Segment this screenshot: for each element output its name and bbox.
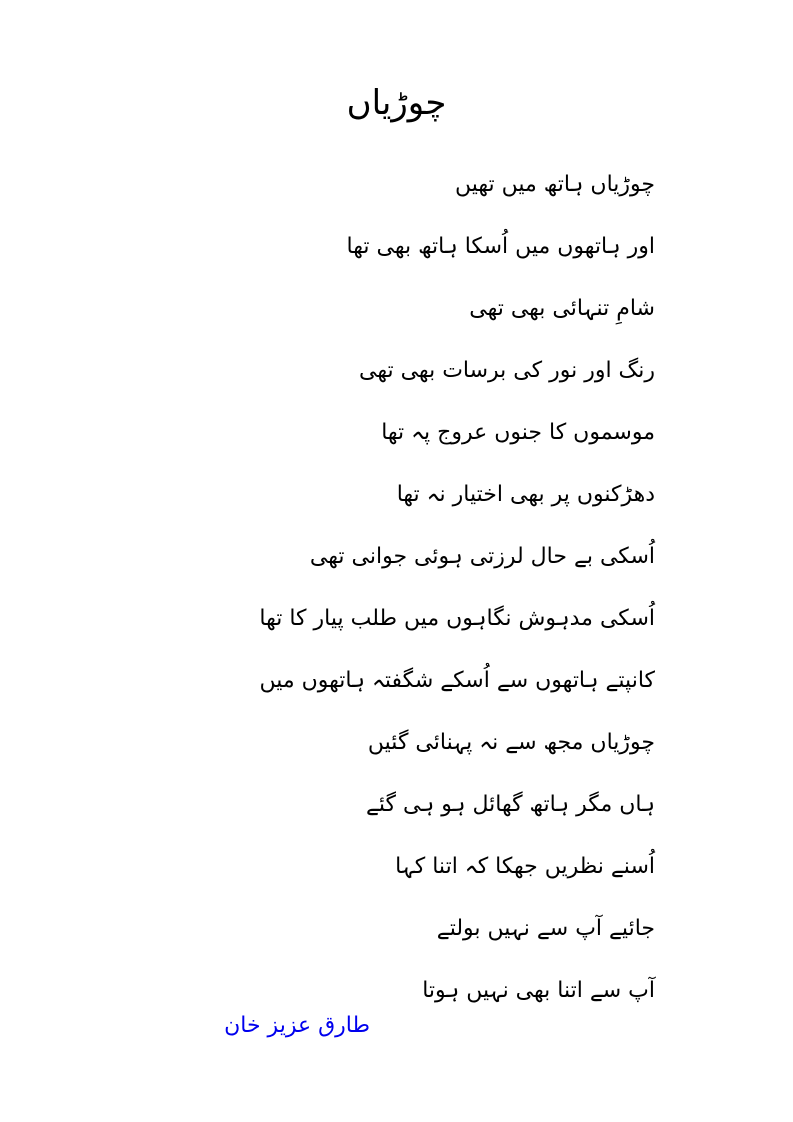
poem-line-6: دھڑکنوں پر بھی اختیار نہ تھا: [396, 482, 655, 507]
author-signature: طارق عزیز خان: [224, 1013, 370, 1038]
poem-line-7: اُسکی بے حال لرزتی ہوئی جوانی تھی: [309, 544, 655, 569]
poem-line-4: رنگ اور نور کی برسات بھی تھی: [359, 358, 655, 383]
poem-line-14: آپ سے اتنا بھی نہیں ہوتا: [422, 978, 655, 1003]
poem-line-5: موسموں کا جنوں عروج پہ تھا: [381, 420, 655, 445]
poem-line-1: چوڑیاں ہاتھ میں تھیں: [455, 172, 655, 197]
poem-body: [135, 160, 655, 1028]
poem-line-2: اور ہاتھوں میں اُسکا ہاتھ بھی تھا: [346, 234, 655, 259]
poem-line-11: ہاں مگر ہاتھ گھائل ہو ہی گئے: [366, 792, 655, 817]
poem-line-8: اُسکی مدہوش نگاہوں میں طلب پیار کا تھا: [259, 606, 655, 631]
poem-line-9: کانپتے ہاتھوں سے اُسکے شگفتہ ہاتھوں میں: [259, 668, 655, 693]
poem-title: چوڑیاں: [346, 83, 447, 123]
poem-line-13: جائیے آپ سے نہیں بولتے: [436, 916, 655, 941]
poem-line-10: چوڑیاں مجھ سے نہ پہنائی گئیں: [367, 730, 655, 755]
poem-line-12: اُسنے نظریں جھکا کہ اتنا کہا: [395, 854, 655, 879]
poem-line-3: شامِ تنہائی بھی تھی: [469, 296, 655, 321]
